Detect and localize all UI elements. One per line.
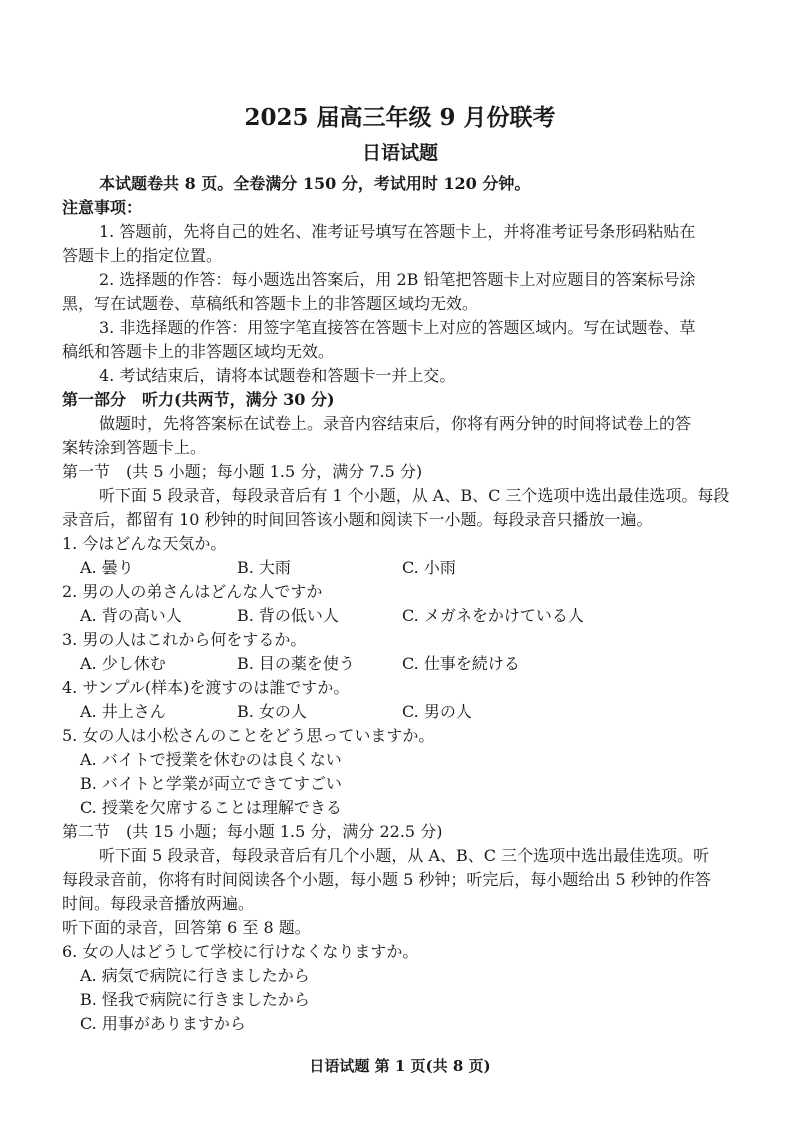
note-4: 4. 考试结束后，请将本试题卷和答题卡一并上交。 <box>99 366 456 385</box>
question-5-option-a: A. バイトで授業を休むのは良くない <box>80 750 342 769</box>
question-6-option-a: A. 病気で病院に行きましたから <box>80 966 310 985</box>
question-6: 6. 女の人はどうして学校に行けなくなりますか。 <box>62 942 419 961</box>
section2-heading: 第二节 (共 15 小题；每小题 1.5 分，满分 22.5 分) <box>62 822 443 841</box>
question-1: 1. 今はどんな天気か。 <box>62 534 227 553</box>
page-footer: 日语试题 第 1 页(共 8 页) <box>309 1057 491 1075</box>
question-3: 3. 男の人はこれから何をするか。 <box>62 630 307 649</box>
question-3-option-a: A. 少し休む <box>80 654 166 673</box>
question-1-option-b: B. 大雨 <box>237 558 291 577</box>
exam-subject: 日语试题 <box>361 142 438 164</box>
section1-instructions-line1: 听下面 5 段录音，每段录音后有 1 个小题，从 A、B、C 三个选项中选出最佳选项。每段 <box>99 486 730 505</box>
question-1-option-c: C. 小雨 <box>402 558 456 577</box>
part1-instructions-line1: 做题时，先将答案标在试卷上。录音内容结束后，你将有两分钟的时间将试卷上的答 <box>99 414 692 433</box>
question-4-option-b: B. 女の人 <box>237 702 307 721</box>
question-5-option-b: B. バイトと学業が両立できてすごい <box>80 774 342 793</box>
section1-instructions-line2: 录音后，都留有 10 秒钟的时间回答该小题和阅读下一小题。每段录音只播放一遍。 <box>62 510 653 529</box>
question-6-option-c: C. 用事がありますから <box>80 1014 246 1033</box>
note-2-line2: 黑，写在试题卷、草稿纸和答题卡上的非答题区域均无效。 <box>62 294 479 313</box>
question-2-option-c: C. メガネをかけている人 <box>402 606 584 625</box>
intro-text: 本试题卷共 8 页。全卷满分 150 分，考试用时 120 分钟。 <box>99 174 531 193</box>
question-2: 2. 男の人の弟さんはどんな人ですか <box>62 582 323 601</box>
question-3-option-c: C. 仕事を続ける <box>402 654 520 673</box>
part1-heading: 第一部分 听力(共两节，满分 30 分) <box>62 390 335 409</box>
question-6-option-b: B. 怪我で病院に行きましたから <box>80 990 310 1009</box>
question-2-option-a: A. 背の高い人 <box>80 606 182 625</box>
note-1-line1: 1. 答题前，先将自己的姓名、准考证号填写在答题卡上，并将准考证号条形码粘贴在 <box>99 222 696 241</box>
question-5: 5. 女の人は小松さんのことをどう思っていますか。 <box>62 726 435 745</box>
note-3-line1: 3. 非选择题的作答：用签字笔直接答在答题卡上对应的答题区域内。写在试题卷、草 <box>99 318 696 337</box>
part1-instructions-line2: 案转涂到答题卡上。 <box>62 438 207 457</box>
section1-heading: 第一节 (共 5 小题；每小题 1.5 分，满分 7.5 分) <box>62 462 423 481</box>
question-3-option-b: B. 目の薬を使う <box>237 654 355 673</box>
question-4: 4. サンプル(样本)を渡すのは誰ですか。 <box>62 678 350 697</box>
question-5-option-c: C. 授業を欠席することは理解できる <box>80 798 342 817</box>
note-2-line1: 2. 选择题的作答：每小题选出答案后，用 2B 铅笔把答题卡上对应题目的答案标号涂 <box>99 270 696 289</box>
question-2-option-b: B. 背の低い人 <box>237 606 339 625</box>
note-3-line2: 稿纸和答题卡上的非答题区域均无效。 <box>62 342 335 361</box>
exam-title: 2025 届高三年级 9 月份联考 <box>244 104 556 131</box>
section2-subinstruction: 听下面的录音，回答第 6 至 8 题。 <box>62 918 311 937</box>
question-1-option-a: A. 曇り <box>80 558 134 577</box>
question-4-option-a: A. 井上さん <box>80 702 166 721</box>
note-1-line2: 答题卡上的指定位置。 <box>62 246 223 265</box>
section2-instructions-line2: 每段录音前，你将有时间阅读各个小题，每小题 5 秒钟；听完后，每小题给出 5 秒钟的作答 <box>62 870 711 889</box>
section2-instructions-line3: 时间。每段录音播放两遍。 <box>62 894 255 913</box>
question-4-option-c: C. 男の人 <box>402 702 472 721</box>
section2-instructions-line1: 听下面 5 段录音，每段录音后有几个小题，从 A、B、C 三个选项中选出最佳选项。听 <box>99 846 710 865</box>
notes-heading: 注意事项： <box>62 198 143 217</box>
